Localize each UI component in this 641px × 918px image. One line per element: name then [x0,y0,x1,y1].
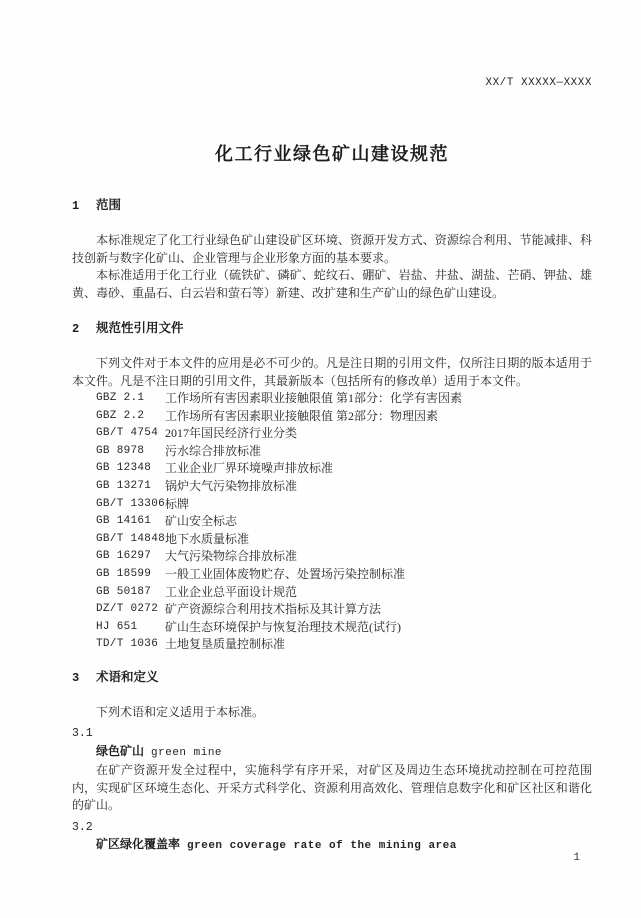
reference-title: 矿产资源综合利用技术指标及其计算方法 [165,602,382,617]
reference-title: 污水综合排放标准 [165,443,262,458]
reference-title: 工业企业总平面设计规范 [165,584,298,599]
reference-item [72,443,592,461]
reference-code: HJ 651 [96,620,138,633]
reference-title: 土地复垦质量控制标准 [165,637,286,652]
reference-title: 工业企业厂界环境噪声排放标准 [165,461,334,476]
terms-intro: 下列术语和定义适用于本标准。 [96,704,265,719]
reference-code: GB 16297 [96,550,152,563]
section-terms-heading [72,669,592,687]
reference-item [72,425,592,443]
page-content [72,0,592,856]
section-heading-label: 术语和定义 [96,669,159,684]
reference-item [72,601,592,619]
standard-code-header: XX/T XXXXX—XXXX [485,77,592,89]
clause-number: 3.2 [72,820,93,834]
term-chinese: 矿区绿化覆盖率 [96,837,181,852]
reference-item [72,548,592,566]
clause-number: 3.1 [72,727,93,741]
section-heading-label: 范围 [96,198,122,212]
reference-title: 锅炉大气污染物排放标准 [165,478,298,493]
references-intro: 下列文件对于本文件的应用是必不可少的。凡是注日期的引用文件，仅所注日期的版本适用于本文件。凡是不注日期的引用文件，其最新版本（包括所有的修改单）适用于本文件。 [72,356,592,388]
reference-code: GB/T 4754 [96,427,159,440]
term-line [72,743,592,763]
reference-list [72,390,592,654]
reference-title: 工作场所有害因素职业接触限值 第2部分：物理因素 [165,408,439,423]
section-heading-label: 规范性引用文件 [96,321,184,335]
term-definition: 在矿产资源开发全过程中，实施科学有序开采，对矿区及周边生态环境扰动控制在可控范围内，实现矿区环境生态化、开采方式科学化、资源利用高效化、管理信息数字化和矿区社区和谐化的矿山。 [72,763,592,813]
section-number: 1 [72,199,80,213]
reference-item [72,636,592,654]
reference-code: GB 14161 [96,515,152,528]
scope-paragraph: 本标准规定了化工行业绿色矿山建设矿区环境、资源开发方式、资源综合利用、节能减排、科技创新与数字化矿山、企业管理与企业形象方面的基本要求。 [72,233,592,265]
reference-item [72,496,592,514]
reference-item [72,390,592,408]
reference-item [72,566,592,584]
reference-title: 一般工业固体废物贮存、处置场污染控制标准 [165,566,406,581]
reference-item [72,531,592,549]
reference-code: GBZ 2.2 [96,409,145,422]
reference-code: GB 50187 [96,585,152,598]
reference-item [72,460,592,478]
reference-code: DZ/T 0272 [96,603,159,616]
scope-paragraph: 本标准适用于化工行业（硫铁矿、磷矿、蛇纹石、硼矿、岩盐、井盐、湖盐、芒硝、钾盐、雄黄、毒砂、重晶石、白云岩和萤石等）新建、改扩建和生产矿山的绿色矿山建设。 [72,268,592,300]
reference-item [72,478,592,496]
reference-item [72,513,592,531]
section-number: 2 [72,322,80,336]
section-references-heading [72,320,592,338]
reference-title: 矿山安全标志 [165,514,238,529]
reference-item [72,584,592,602]
term-entry [72,819,592,856]
section-scope-heading [72,197,592,215]
reference-title: 矿山生态环境保护与恢复治理技术规范(试行) [165,619,401,634]
term-english: green coverage rate of the mining area [187,840,457,853]
reference-item [72,619,592,637]
section-number: 3 [72,670,80,685]
reference-title: 地下水质量标准 [165,531,250,546]
reference-code: GB 8978 [96,444,145,457]
reference-code: TD/T 1036 [96,638,159,651]
term-entry [72,725,592,815]
term-english: green mine [151,746,223,759]
section-scope [72,197,592,302]
document-title: 化工行业绿色矿山建设规范 [215,144,449,164]
reference-item [72,408,592,426]
reference-title: 标牌 [165,496,190,511]
reference-code: GBZ 2.1 [96,392,145,404]
term-line [72,836,592,856]
reference-code: GB/T 13306 [96,497,166,510]
reference-title: 大气污染物综合排放标准 [165,549,298,564]
reference-code: GB 12348 [96,462,152,475]
reference-code: GB 13271 [96,479,152,492]
page-number: 1 [573,852,580,864]
section-terms [72,669,592,856]
reference-title: 工作场所有害因素职业接触限值 第1部分：化学有害因素 [165,391,463,405]
section-references [72,320,592,654]
reference-title: 2017年国民经济行业分类 [165,426,298,441]
reference-code: GB/T 14848 [96,532,166,545]
reference-code: GB 18599 [96,567,152,580]
term-chinese: 绿色矿山 [96,743,145,758]
